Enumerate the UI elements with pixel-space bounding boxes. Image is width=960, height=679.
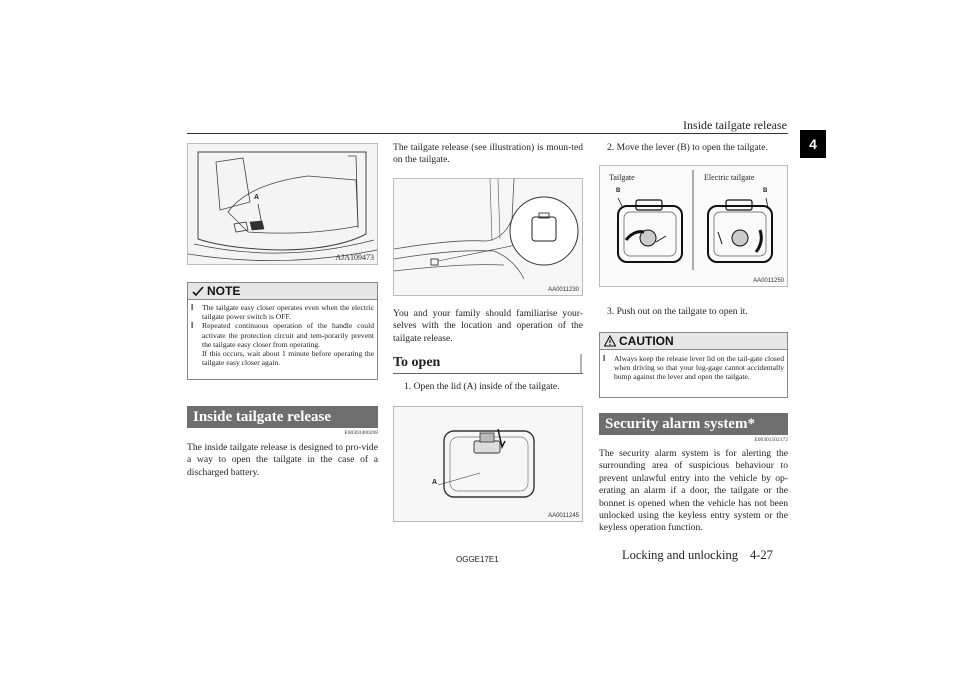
note-item-text: l The tailgate easy closer operates even when the electric tailgate power switch is OFF. (202, 303, 374, 322)
figure-code: AA0011245 (548, 513, 579, 519)
label-electric-tailgate: Electric tailgate (704, 173, 755, 182)
figure-lid-a (393, 406, 583, 522)
figure-tailgate-location (393, 178, 583, 296)
familiarise-text: You and your family should familiarise your-selves with the location and operation of the tailgate release. (393, 308, 583, 344)
section-title-security-alarm-system: Security alarm system* (599, 413, 788, 435)
warning-triangle-icon (604, 335, 616, 347)
figure-cargo-area (187, 143, 378, 265)
note-header (188, 283, 377, 300)
caution-item-text: l Always keep the release lever lid on the tail-gate closed when driving so that your lug-gage cannot accidentally bump against the lever and open the tailgate. (614, 354, 784, 382)
step-2: 2. Move the lever (B) to open the tailgate. (607, 142, 768, 153)
label-tailgate: Tailgate (609, 173, 635, 182)
lever-b-illustration (600, 166, 789, 286)
note-item-text: l Repeated continuous operation of the handle could activate the protection circuit and tem-porarily prevent the tailgate easy closer from operating. (202, 321, 374, 349)
figure-code: AA0011230 (548, 287, 579, 293)
section-code: E00303400298 (344, 430, 378, 436)
step-3: 3. Push out on the tailgate to open it. (607, 306, 748, 317)
note-item (191, 303, 374, 321)
step-1: 1. Open the lid (A) inside of the tailgate. (404, 381, 560, 392)
security-body: The security alarm system is for alerting the surrounding area of suspicious behaviour to prevent unlawful entry into the vehicle by op-erating an alarm if a door, the tailgate or the bonnet is opened when the vehicle has not been unlocked using the keyless entry system or the keyless operation function. (599, 448, 788, 534)
header-rule (187, 133, 788, 134)
intro-text: The tailgate release (see illustration) is moun-ted on the tailgate. (393, 142, 583, 166)
heading-rule (393, 373, 583, 374)
footer-section: Locking and unlocking (622, 548, 738, 562)
chapter-tab: 4 (800, 130, 826, 158)
running-title: Inside tailgate release (683, 118, 787, 132)
label-b-right: B (763, 188, 768, 194)
heading-rule-end (580, 354, 583, 374)
heading-to-open: To open (393, 355, 441, 370)
doc-code: OGGE17E1 (456, 555, 499, 564)
figure-lever-b (599, 165, 788, 287)
figure-code: AA0011250 (753, 278, 784, 284)
caution-title: CAUTION (619, 334, 674, 348)
note-item-text-continued: If this occurs, wait about 1 minute before operating the tailgate easy closer again. (202, 349, 374, 368)
note-title: NOTE (207, 284, 241, 298)
caution-box (599, 332, 788, 398)
cargo-label-a: A (254, 194, 260, 201)
lid-a-illustration (394, 407, 582, 521)
note-item (191, 321, 374, 367)
section-code: E00301502172 (754, 437, 788, 443)
page-number: 4-27 (750, 548, 773, 562)
cargo-area-illustration (188, 144, 377, 264)
section-title-inside-tailgate-release: Inside tailgate release (187, 406, 378, 428)
pencil-check-icon (192, 285, 204, 297)
section-body: The inside tailgate release is designed to pro-vide a way to open the tailgate in the case of a discharged battery. (187, 442, 378, 478)
caution-item (603, 354, 784, 382)
note-box (187, 282, 378, 380)
figure-code: AJA109473 (335, 253, 374, 262)
lid-label-a: A (432, 479, 438, 486)
label-b-left: B (616, 188, 621, 194)
caution-header (600, 333, 787, 350)
tailgate-location-illustration (394, 179, 582, 295)
